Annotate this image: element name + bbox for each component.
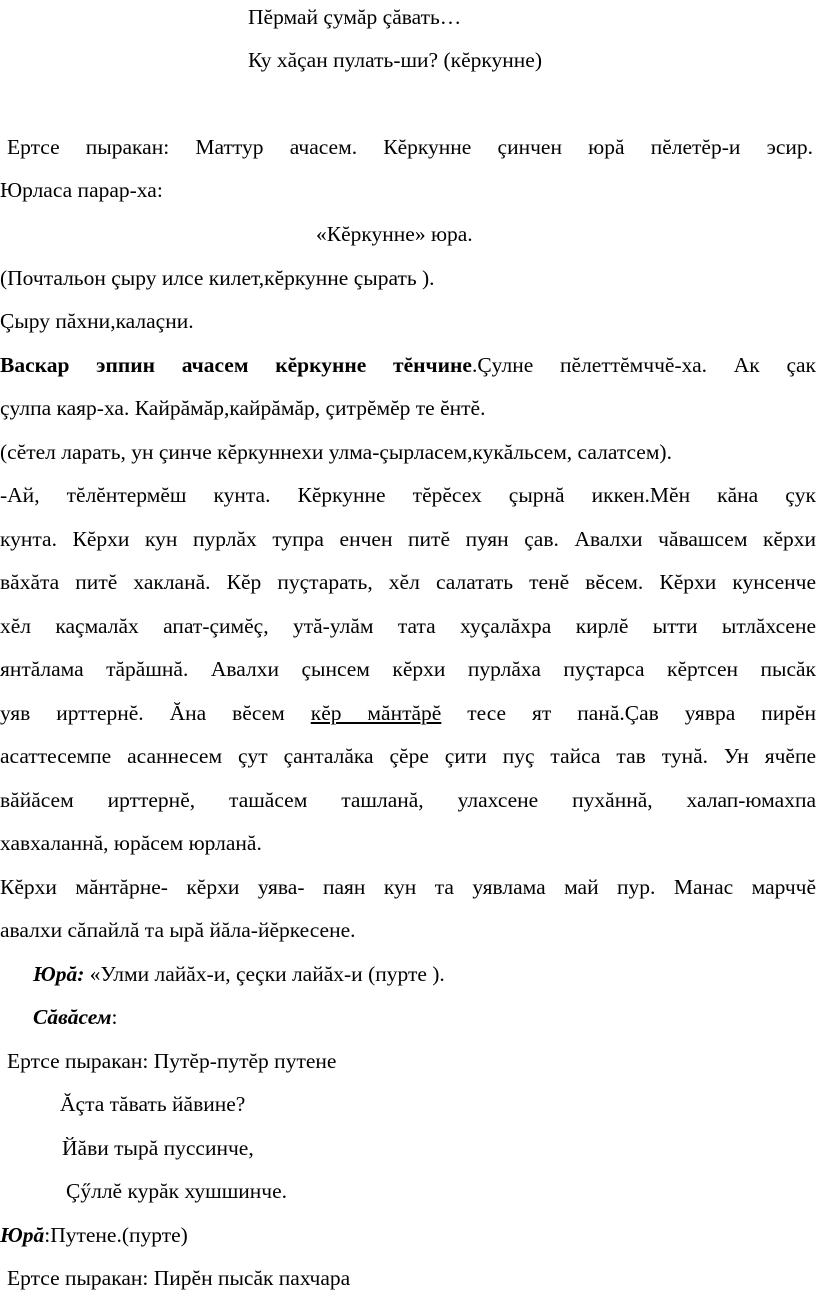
harvest-line-6-end: тесе ят панă.Çав уявра пирĕн — [467, 701, 816, 725]
paragraph-harvest-line-1: -Ай, тĕлĕнтермĕш кунта. Кĕркунне тĕрĕсех çырнă иккен.Мĕн кăна çук — [0, 483, 816, 507]
host-intro-line-1: Ертсе пыракан: Маттур ачасем. Кĕркунне çинчен юрă пĕлетĕр-и эсир. — [7, 135, 813, 159]
paragraph-celebration-line-2: авалхи сăпайлă та ырă йăла-йĕркесене. — [0, 918, 356, 942]
song-cue-2 — [0, 1221, 188, 1249]
host-poem-line: Ертсе пыракан: Путĕр-путĕр путене — [7, 1049, 337, 1073]
song-cue-text-2: :Путене.(пурте) — [44, 1223, 188, 1247]
paragraph-harvest-line-6 — [0, 699, 816, 727]
poem-line-2: Йăви тырă пуссинче, — [62, 1136, 254, 1160]
poems-heading: Сăвăсем: — [33, 1005, 118, 1029]
song-cue-1 — [33, 960, 445, 988]
poem-line-3: Çӳллĕ курăк хушшинче. — [66, 1179, 288, 1203]
paragraph-autumn-world-line-2: çулпа каяр-ха. Кайрăмăр,кайрăмăр, çитрĕмĕр те ĕнтĕ. — [0, 396, 486, 420]
song-label: Юрă: — [33, 962, 85, 986]
paragraph-harvest-line-5: янтăлама тăрăшнă. Авалхи çынсем кĕрхи пурлăха пуçтарса кĕртсен пысăк — [0, 657, 816, 681]
paragraph-celebration-line-1: Кĕрхи мăнтăрне- кĕрхи уява- паян кун та уявлама май пур. Манас марччĕ — [0, 875, 816, 899]
paragraph-harvest-line-2: кунта. Кĕрхи кун пурлăх тупра енчен питĕ пуян çав. Авалхи чăвашсем кĕрхи — [0, 527, 816, 551]
paragraph-harvest-line-8: вăйăсем ирттернĕ, ташăсем ташланă, улахсене пухăннă, халап-юмахпа — [0, 788, 816, 812]
autumn-world-bold: Васкар эппин ачасем кĕркунне тĕнчине — [0, 353, 472, 377]
postman-note: (Почтальон çыру илсе килет,кĕркунне çырать ). — [0, 266, 435, 290]
paragraph-harvest-line-7: асаттесемпе асаннесем çут çанталăка çĕре çити пуç тайса тав тунă. Ун ячĕпе — [0, 744, 816, 768]
heading-line-2: Ку хăçан пулать-ши? (кĕркунне) — [248, 48, 542, 72]
song-title: «Кĕркунне» юра. — [316, 222, 473, 246]
paragraph-harvest-line-4: хĕл каçмалăх апат-çимĕç, утă-улăм тата хуçалăхра кирлĕ ытти ытлăхсене — [0, 614, 816, 638]
song-cue-text: «Улми лайăх-и, çеçки лайăх-и (пурте ). — [84, 962, 445, 986]
harvest-line-6-start: уяв ирттернĕ. Ăна вĕсем — [0, 701, 285, 725]
song-label-2: Юрă — [0, 1223, 45, 1247]
host-intro-line-2: Юрласа парар-ха: — [0, 178, 163, 202]
host-garden-line: Ертсе пыракан: Пирĕн пысăк пахчара — [7, 1266, 351, 1290]
paragraph-harvest-line-3: вăхăта питĕ хакланă. Кĕр пуçтарать, хĕл салатать тенĕ вĕсем. Кĕрхи кунсенче — [0, 570, 816, 594]
autumn-world-rest: .Çулне пĕлеттĕмччĕ-ха. Ак çак — [471, 353, 816, 377]
poems-label: Сăвăсем — [33, 1005, 112, 1029]
ker-mantare-term: кĕр мăнтăрĕ — [310, 701, 442, 725]
paragraph-autumn-world-line-1 — [0, 351, 816, 379]
paragraph-harvest-line-9: хавхаланнă, юрăсем юрланă. — [0, 831, 262, 855]
letter-reading: Çыру пăхни,калаçни. — [0, 309, 194, 333]
table-stage-note: (сĕтел ларать, ун çинче кĕркуннехи улма-çырласем,кукăльсем, салатсем). — [0, 440, 672, 464]
poem-line-1: Ăçта тăвать йăвине? — [60, 1092, 246, 1116]
heading-line-1: Пĕрмай çумăр çăвать… — [248, 5, 462, 29]
